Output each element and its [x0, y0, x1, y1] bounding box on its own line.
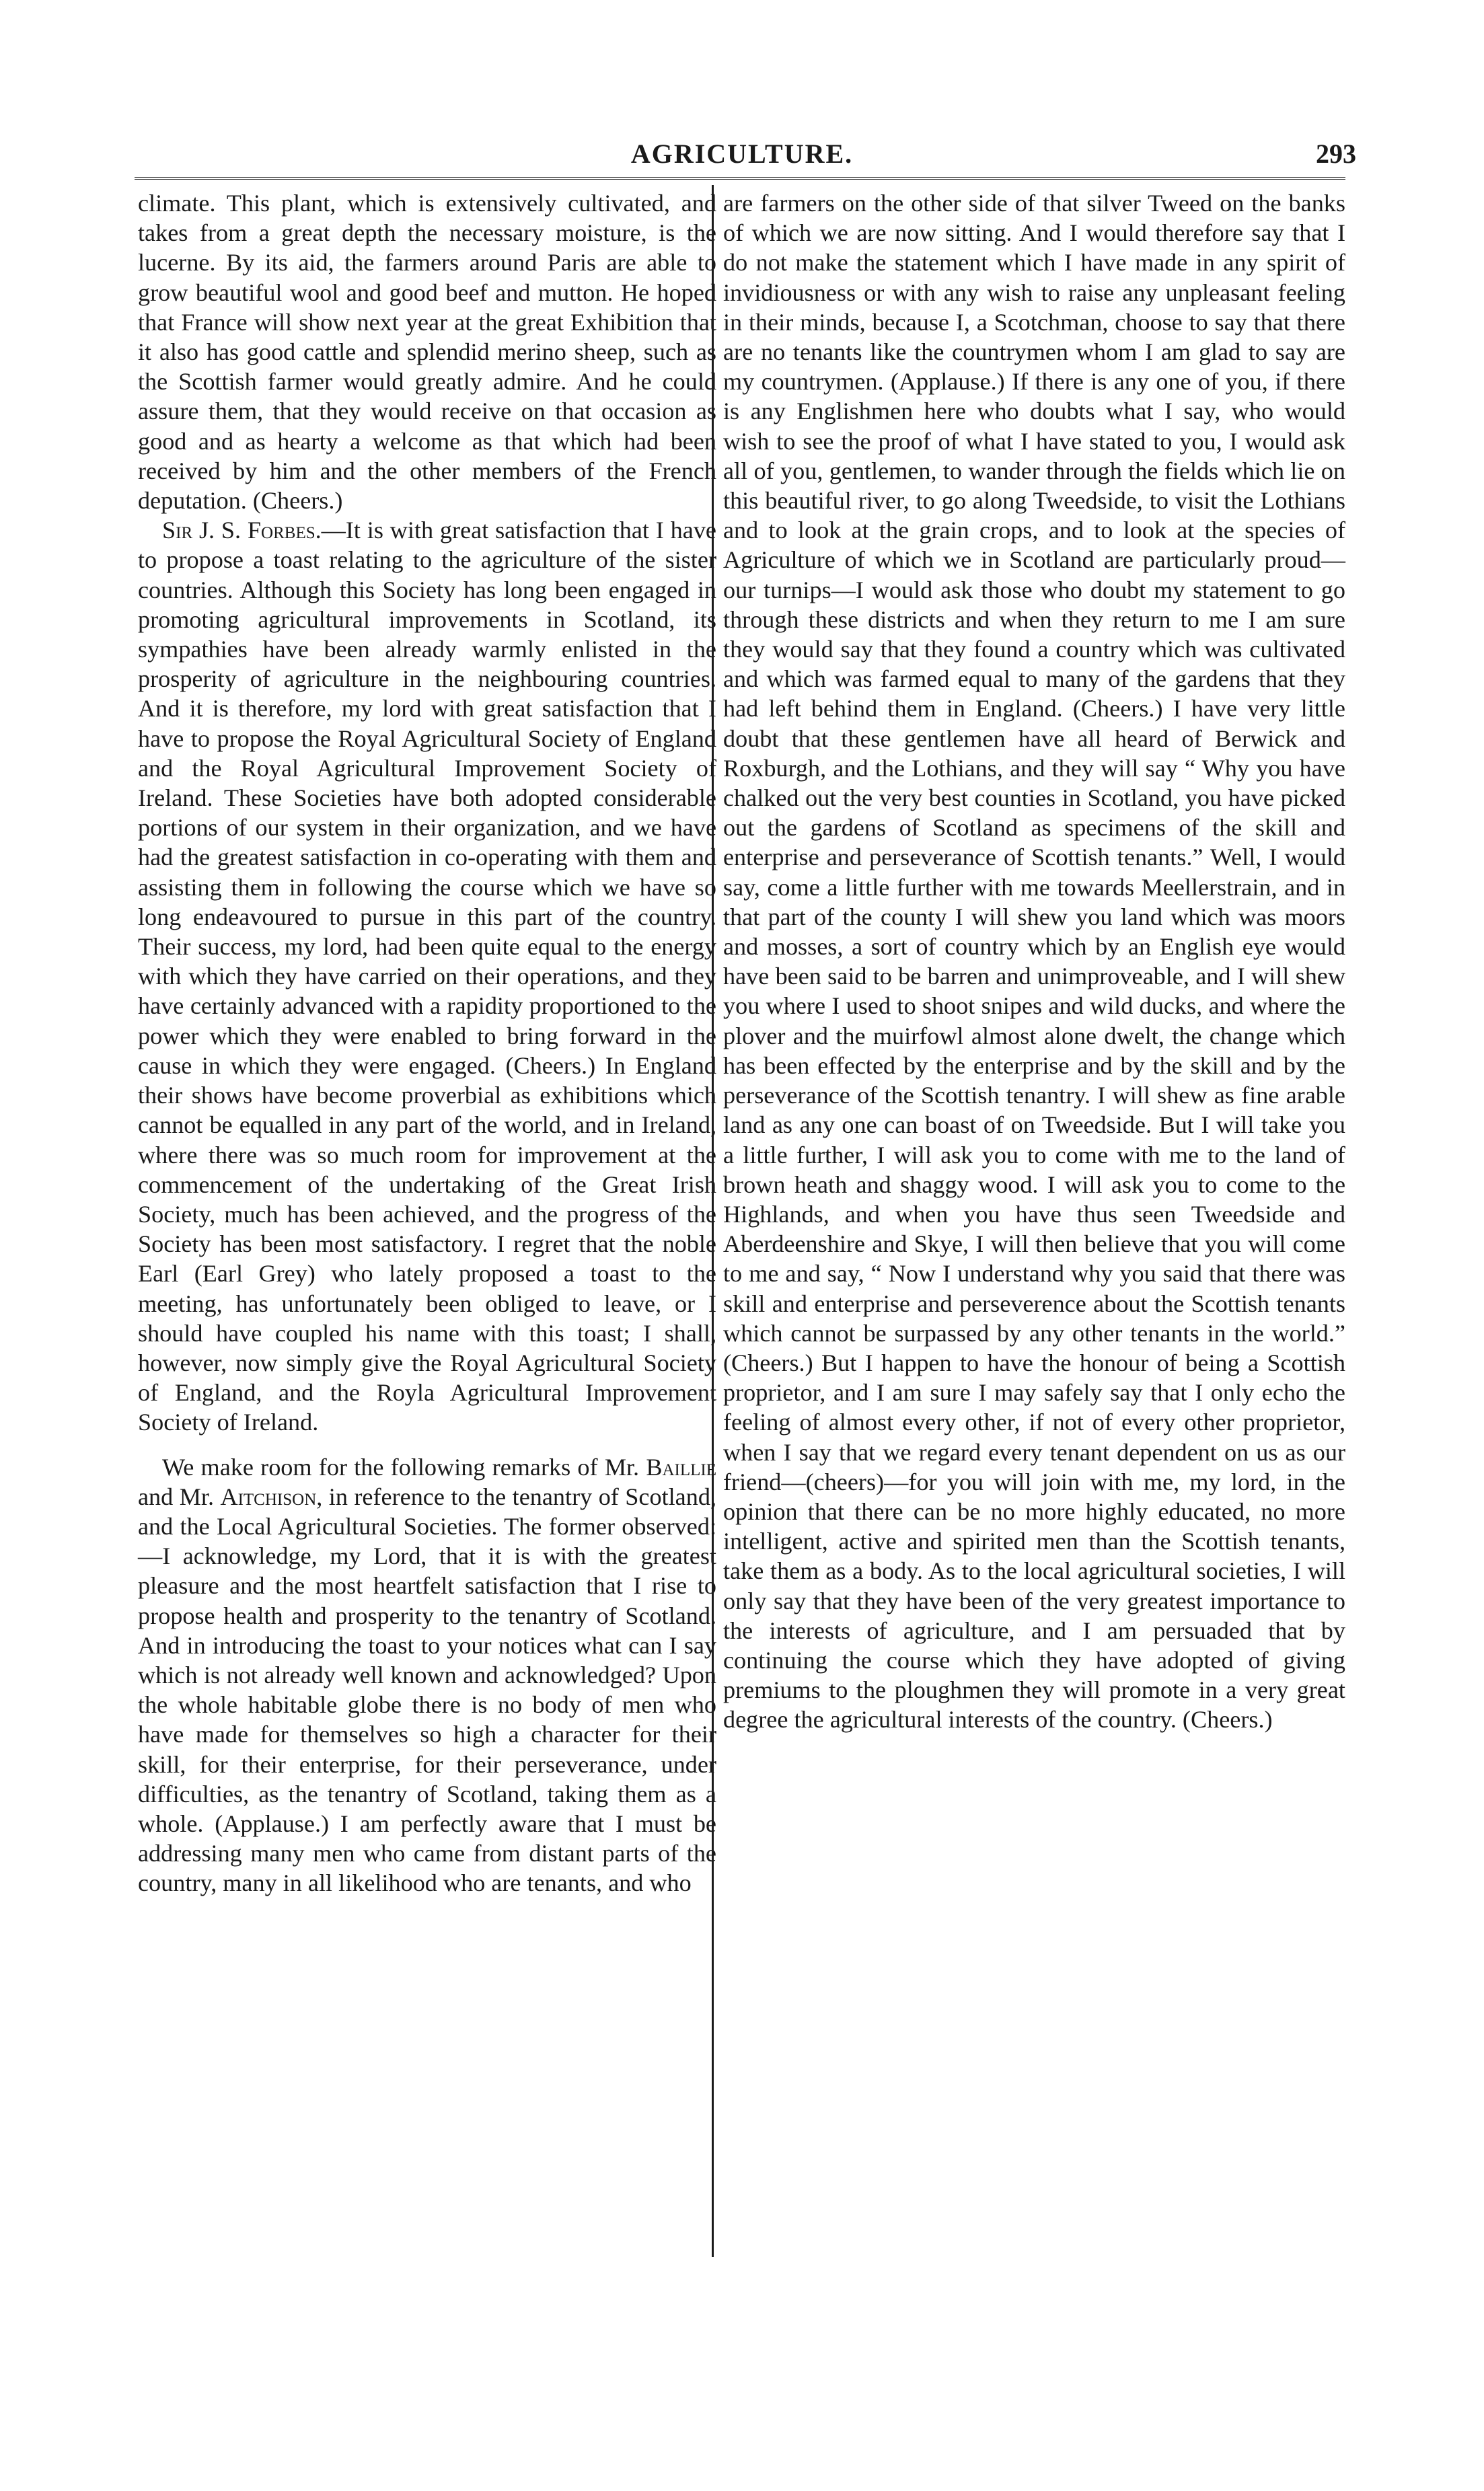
header-rule	[135, 177, 1345, 180]
text-run: , in reference to the tenantry of Scotland, and the Local Agricultural Societies. The former observed:—I acknowledge, my Lord, that it is with the greatest pleasure and the most heartfelt satisfaction that I rise to propose health and prosperity to the tenantry of Scotland. And in introducing the toast to your notices what can I say which is not already well known and acknowledged? Upon the whole habitable globe there is no body of men who have made for themselves so high a character for their skill, for their enterprise, for their perseverance, under difficulties, as the tenantry of Scotland, taking them as a whole. (Applause.) I am perfectly aware that I must be addressing many men who came from distant parts of the country, many in all likelihood who are tenants, and who	[138, 1483, 716, 1897]
running-title: AGRICULTURE.	[630, 139, 854, 169]
right-column	[723, 188, 1345, 1735]
paragraph-forbes-toast	[138, 515, 716, 1437]
text-run: and Mr.	[138, 1483, 221, 1510]
text-run: We make room for the following remarks of Mr.	[162, 1453, 646, 1481]
paragraph-tenantry-continued: are farmers on the other side of that silver Tweed on the banks of which we are now sitting. And I would therefore say that I do not make the statement which I have made in any spirit of invidiousness or with any wish to raise any unpleasant feeling in their minds, because I, a Scotchman, choose to say that there are no tenants like the countrymen whom I am glad to say are my countrymen. (Applause.) If there is any one of you, if there is any Englishmen here who doubts what I say, who would wish to see the proof of what I have stated to you, I would ask all of you, gentlemen, to wander through the fields which lie on this beautiful river, to go along Tweedside, to visit the Lothians and to look at the grain crops, and to look at the species of Agriculture of which we in Scotland are particularly proud—our turnips—I would ask those who doubt my statement to go through these districts and when they return to me I am sure they would say that they found a country which was cultivated and which was farmed equal to many of the gardens that they had left behind them in England. (Cheers.) I have very little doubt that these gentlemen have all heard of Berwick and Roxburgh, and the Lothians, and they will say “ Why you have chalked out the very best counties in Scotland, you have picked out the gardens of Scotland as specimens of the skill and enterprise and perseverance of Scottish tenants.” Well, I would say, come a little further with me towards Meellerstrain, and in that part of the county I will shew you land which was moors and mosses, a sort of country which by an English eye would have been said to be barren and unimproveable, and I will shew you where I used to shoot snipes and wild ducks, and where the plover and the muirfowl almost alone dwelt, the change which has been effected by the enterprise and by the skill and by the perseverance of the Scottish tenantry. I will shew as fine arable land as any one can boast of on Tweedside. But I will take you a little further, I will ask you to come with me to the land of brown heath and shaggy wood. I will ask you to come to the Highlands, and when you have thus seen Tweedside and Aberdeenshire and Skye, I will then believe that you will come to me and say, “ Now I understand why you said that there was skill and enterprise and perseverence about the Scottish tenants which cannot be surpassed by any other tenants in the world.” (Cheers.) But I happen to have the honour of being a Scottish proprietor, and I am sure I may safely say that I only echo the feeling of almost every other, if not of every other proprietor, when I say that we regard every tenant dependent on us as our friend—(cheers)—for you will join with me, my lord, in the opinion that there can be no more highly educated, no more intelligent, active and spirited men than the Scottish tenants, take them as a body. As to the local agricultural societies, I will only say that they have been of the very greatest importance to the interests of agriculture, and I am persuaded that by continuing the course which they have adopted of giving premiums to the ploughmen they will promote in a very great degree the agricultural interests of the country. (Cheers.)	[723, 190, 1345, 1734]
left-column	[138, 188, 716, 1898]
speaker-name: Baillie	[646, 1453, 716, 1481]
column-divider	[712, 185, 714, 2257]
paragraph-tenantry-remarks	[138, 1452, 716, 1898]
speaker-name: Aitchison	[220, 1483, 317, 1510]
paragraph-french-deputation: climate. This plant, which is extensively cultivated, and takes from a great depth the necessary moisture, is the lucerne. By its aid, the farmers around Paris are able to grow beautiful wool and good beef and mutton. He hoped that France will show next year at the great Exhibition that it also has good cattle and splendid merino sheep, such as the Scottish farmer would greatly admire. And he could assure them, that they would receive on that occasion as good and as hearty a welcome as that which had been received by him and the other members of the French deputation. (Cheers.)	[138, 190, 716, 515]
speaker-name: Sir J. S. Forbes.	[162, 517, 322, 544]
paragraph-forbes-text: —It is with great satisfaction that I have to propose a toast relating to the agriculture of the sister countries. Although this Society has long been engaged in promoting agricultural improvements in Scotland, its sympathies have been already warmly enlisted in the prosperity of agriculture in the neighbouring countries. And it is therefore, my lord with great satisfaction that I have to propose the Royal Agricultural Society of England and the Royal Agricultural Improvement Society of Ireland. These Societies have both adopted considerable portions of our system in their organization, and we have had the greatest satisfaction in co-operating with them and assisting them in following the course which we have so long endeavoured to pursue in this part of the country. Their success, my lord, had been quite equal to the energy with which they have carried on their operations, and they have certainly advanced with a rapidity proportioned to the power which they were enabled to bring forward in the cause in which they were engaged. (Cheers.) In England their shows have become proverbial as exhibitions which cannot be equalled in any part of the world, and in Ireland, where there was so much room for improvement at the commencement of the undertaking of the Great Irish Society, much has been achieved, and the progress of the Society has been most satisfactory. I regret that the noble Earl (Earl Grey) who lately proposed a toast to the meeting, has unfortunately been obliged to leave, or I should have coupled his name with this toast; I shall, however, now simply give the Royal Agricultural Society of England, and the Royla Agricultural Improvement Society of Ireland.	[138, 517, 716, 1436]
page-number: 293	[1316, 139, 1356, 169]
